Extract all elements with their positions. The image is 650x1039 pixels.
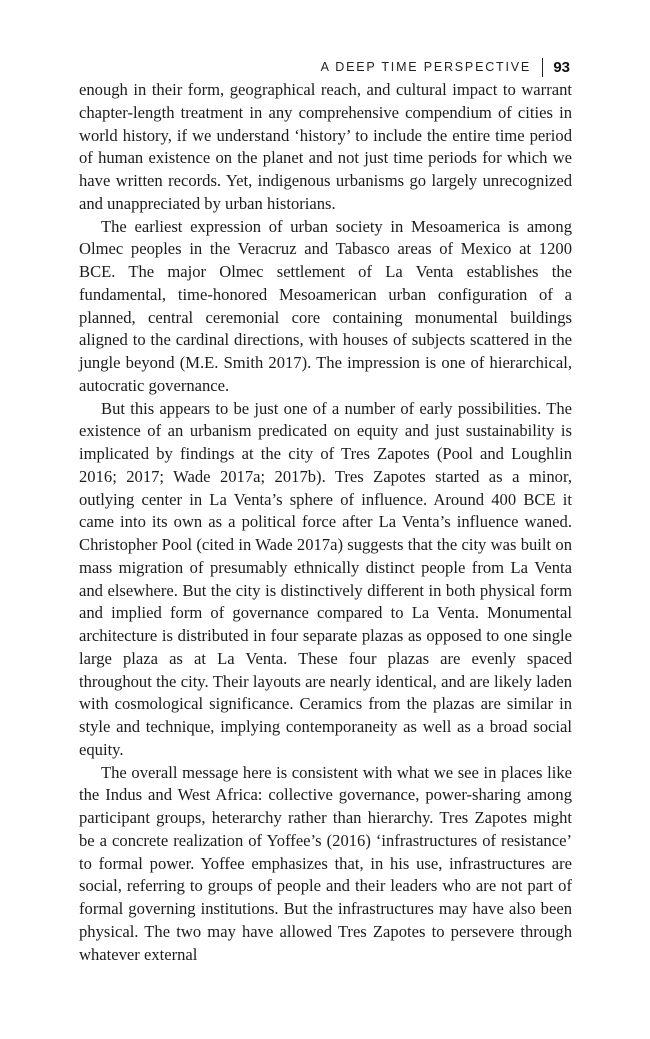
page-number: 93 [553,58,570,76]
paragraph-tres-zapotes: But this appears to be just one of a number of early possibilities. The existence of an urbanism predicated on equity and just sustainability is implicated by findings at the city of Tres Zapotes (Pool and Loughlin 2016; 2017; Wade 2017a; 2017b). Tres Zapotes started as a minor, outlying center in La Venta’s sphere of influence. Around 400 BCE it came into its own as a political force after La Venta’s influence waned. Christopher Pool (cited in Wade 2017a) suggests that the city was built on mass migration of presumably ethnically distinct people from La Venta and elsewhere. But the city is distinctively different in both physical form and implied form of governance compared to La Venta. Monumental architecture is distributed in four separate plazas as opposed to one single large plaza as at La Venta. These four plazas are evenly spaced throughout the city. Their layouts are nearly identical, and are likely laden with cosmological significance. Ceramics from the plazas are similar in style and technique, implying contemporaneity as well as a broad social equity. [79,398,572,759]
running-title: A DEEP TIME PERSPECTIVE [320,60,532,74]
paragraph-overall-message: The overall message here is consistent with what we see in places like the Indus and West Africa: collective governance, power-sharing among participant groups, heterarchy rather than hierarchy. Tres Zapotes might be a concrete realization of Yoffee’s (2016) ‘infrastructures of resistance’ to formal power. Yoffee emphasizes that, in his use, infrastructures are social, referring to groups of people and their leaders who are not part of formal governing institutions. But the infrastructures may have also been physical. The two may have allowed Tres Zapotes to persevere through whatever external [79,762,572,964]
header-divider [542,58,543,77]
paragraph-olmec: The earliest expression of urban society in Mesoamerica is among Olmec peoples in the Veracruz and Tabasco areas of Mexico at 1200 BCE. The major Olmec settlement of La Venta establishes the fundamental, time-honored Mesoamerican urban configuration of a planned, central ceremonial core containing monumental buildings aligned to the cardinal directions, with houses of subjects scattered in the jungle beyond (M.E. Smith 2017). The impression is one of hierarchical, autocratic governance. [79,216,572,395]
body-text [79,79,572,966]
paragraph-continued: enough in their form, geographical reach, and cultural impact to warrant chapter-length treatment in any comprehensive compendium of cities in world history, if we understand ‘history’ to include the entire time period of human existence on the planet and not just time periods for which we have written records. Yet, indigenous urbanisms go largely unrecognized and unappreciated by urban historians. [79,80,572,213]
running-head [321,56,570,78]
